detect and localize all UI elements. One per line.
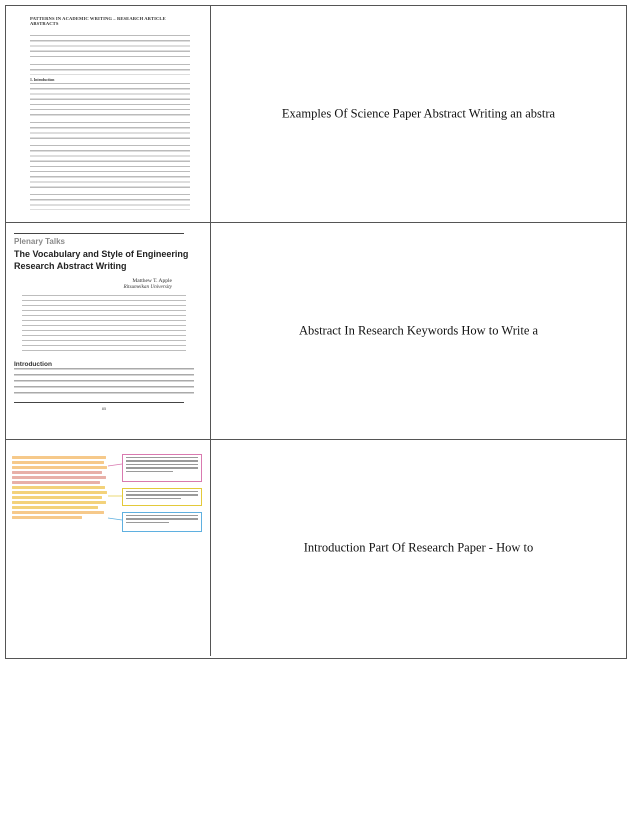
author-affiliation: Ritsumeikan University: [123, 284, 172, 290]
paper-page-thumbnail: [30, 16, 190, 213]
result-thumbnail[interactable]: [6, 223, 211, 439]
result-caption[interactable]: Introduction Part Of Research Paper - How to: [303, 540, 534, 555]
talk-title: The Vocabulary and Style of Engineering Research Abstract Writing: [14, 249, 189, 271]
image-results-grid: [5, 5, 627, 659]
author-name: Matthew T. Apple: [132, 278, 172, 284]
section-heading: Introduction: [14, 361, 52, 368]
section-heading: 1. Introduction: [30, 78, 55, 83]
body-text: [14, 368, 194, 398]
text-block: [30, 64, 190, 75]
connector-lines: [10, 446, 206, 542]
result-row: [6, 440, 626, 656]
highlighted-intro-thumbnail: [10, 446, 206, 542]
page-number: 85: [101, 406, 107, 411]
paper-heading: PATTERNS IN ACADEMIC WRITING – RESEARCH ARTICLE ABSTRACTS: [30, 16, 166, 26]
text-block: [30, 145, 190, 191]
result-row: [6, 6, 626, 223]
text-block: [30, 30, 190, 61]
result-thumbnail[interactable]: [6, 440, 211, 656]
divider: [14, 402, 184, 403]
result-caption[interactable]: Abstract In Research Keywords How to Write a: [298, 323, 539, 338]
result-row: [6, 223, 626, 440]
text-block: [30, 194, 190, 210]
result-caption-cell: [211, 440, 626, 656]
result-thumbnail[interactable]: [6, 6, 211, 222]
divider: [14, 233, 184, 234]
text-block: [30, 83, 190, 119]
abstract-block: [14, 295, 194, 355]
series-label: Plenary Talks: [14, 237, 65, 246]
plenary-page-thumbnail: [14, 229, 194, 411]
result-caption-cell: [211, 6, 626, 222]
result-caption[interactable]: Examples Of Science Paper Abstract Writing an abstra: [281, 106, 556, 121]
text-block: [30, 122, 190, 142]
result-caption-cell: [211, 223, 626, 439]
